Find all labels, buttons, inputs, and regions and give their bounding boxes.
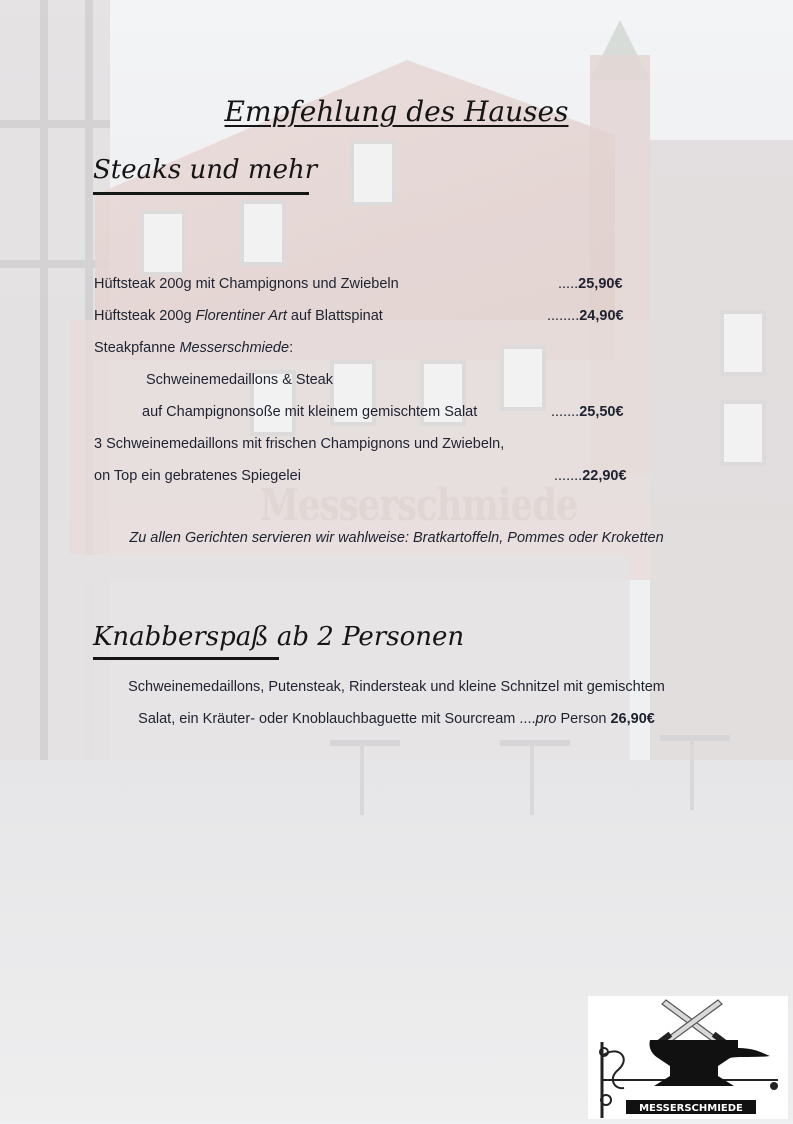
menu-item-detail: auf Champignonsoße mit kleinem gemischtem Salat <box>142 404 478 420</box>
menu-item-name: Steakpfanne Messerschmiede: <box>94 340 294 356</box>
page-title: Empfehlung des Hauses <box>224 95 569 128</box>
logo-text: MESSERSCHMIEDE <box>639 1103 743 1114</box>
menu-item-name: 3 Schweinemedaillons mit frischen Champignons und Zwiebeln, <box>94 436 505 452</box>
messerschmiede-logo <box>588 996 788 1119</box>
menu-item-price: ........24,90€ <box>547 308 624 324</box>
menu-item-detail: on Top ein gebratenes Spiegelei <box>94 468 301 484</box>
background-sign: Messerschmiede <box>260 480 578 531</box>
section-rule-knabber <box>93 657 279 660</box>
side-dish-note: Zu allen Gerichten servieren wir wahlweise: Bratkartoffeln, Pommes oder Kroketten <box>129 530 664 546</box>
section-rule-steaks <box>93 192 309 195</box>
menu-item-detail: Schweinemedaillons & Steak <box>146 372 333 388</box>
menu-item-name: Hüftsteak 200g Florentiner Art auf Blattspinat <box>94 308 383 324</box>
platter-description: Schweinemedaillons, Putensteak, Rindersteak und kleine Schnitzel mit gemischtem <box>128 679 665 695</box>
menu-item-name: Hüftsteak 200g mit Champignons und Zwiebeln <box>94 276 399 292</box>
section-heading-knabber: Knabberspaß ab 2 Personen <box>93 622 465 652</box>
platter-description-price: Salat, ein Kräuter- oder Knoblauchbaguette mit Sourcream ....pro Person 26,90€ <box>138 711 655 727</box>
section-heading-steaks: Steaks und mehr <box>93 155 318 185</box>
menu-item-price: .....25,90€ <box>558 276 623 292</box>
anvil-crossed-knives-icon <box>588 996 788 1119</box>
menu-item-price: .......25,50€ <box>551 404 624 420</box>
menu-item-price: .......22,90€ <box>554 468 627 484</box>
